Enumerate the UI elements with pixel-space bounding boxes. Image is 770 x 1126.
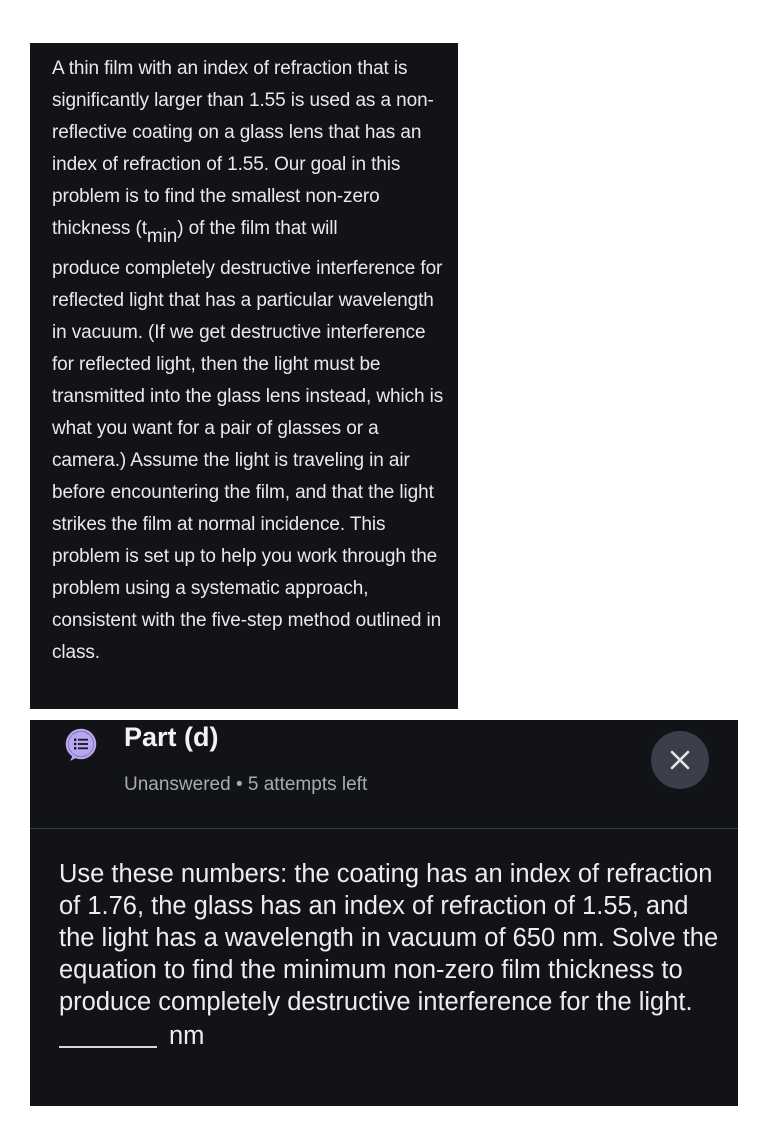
part-header — [30, 720, 738, 829]
part-status — [124, 774, 367, 796]
close-icon — [668, 748, 692, 772]
answer-input[interactable] — [59, 1024, 157, 1048]
attempts-left: 5 attempts left — [247, 774, 368, 795]
status-separator: • — [235, 774, 243, 795]
close-button[interactable] — [651, 731, 709, 789]
answer-unit: nm — [169, 1022, 205, 1050]
subscript-min: min — [146, 226, 178, 247]
problem-text-top: A thin film with an index of refraction that is significantly larger than 1.55 is used as a non-reflective coating on a glass lens that has an index of refraction of 1.55. Our goal in this problem is to find the smallest non-zero thickness (tmin) of the film that will — [52, 58, 434, 247]
problem-statement — [30, 43, 458, 709]
part-title: Part (d) — [124, 722, 219, 752]
status-label: Unanswered — [124, 774, 231, 795]
problem-text-rest: produce completely destructive interference for reflected light that has a particular wavelength in vacuum. (If we get destructive interference for reflected light, then the light must be transmitted into the glass lens instead, which is what you want for a pair of glasses or a camera.) Assume the light is traveling in air before encountering the film, and that the light strikes the film at normal incidence. This problem is set up to help you work through the problem using a systematic approach, consistent with the five-step method outlined in class. — [52, 258, 444, 663]
list-bubble-icon — [64, 728, 98, 762]
question-text: Use these numbers: the coating has an index of refraction of 1.76, the glass has an index of refraction of 1.55, and the light has a wavelength in vacuum of 650 nm. Solve the equation to find the minimum non-zero film thickness to produce completely destructive interference for the light. — [59, 860, 719, 1016]
part-question — [59, 858, 719, 1052]
part-card — [30, 720, 738, 1106]
answer-row — [59, 1020, 719, 1052]
